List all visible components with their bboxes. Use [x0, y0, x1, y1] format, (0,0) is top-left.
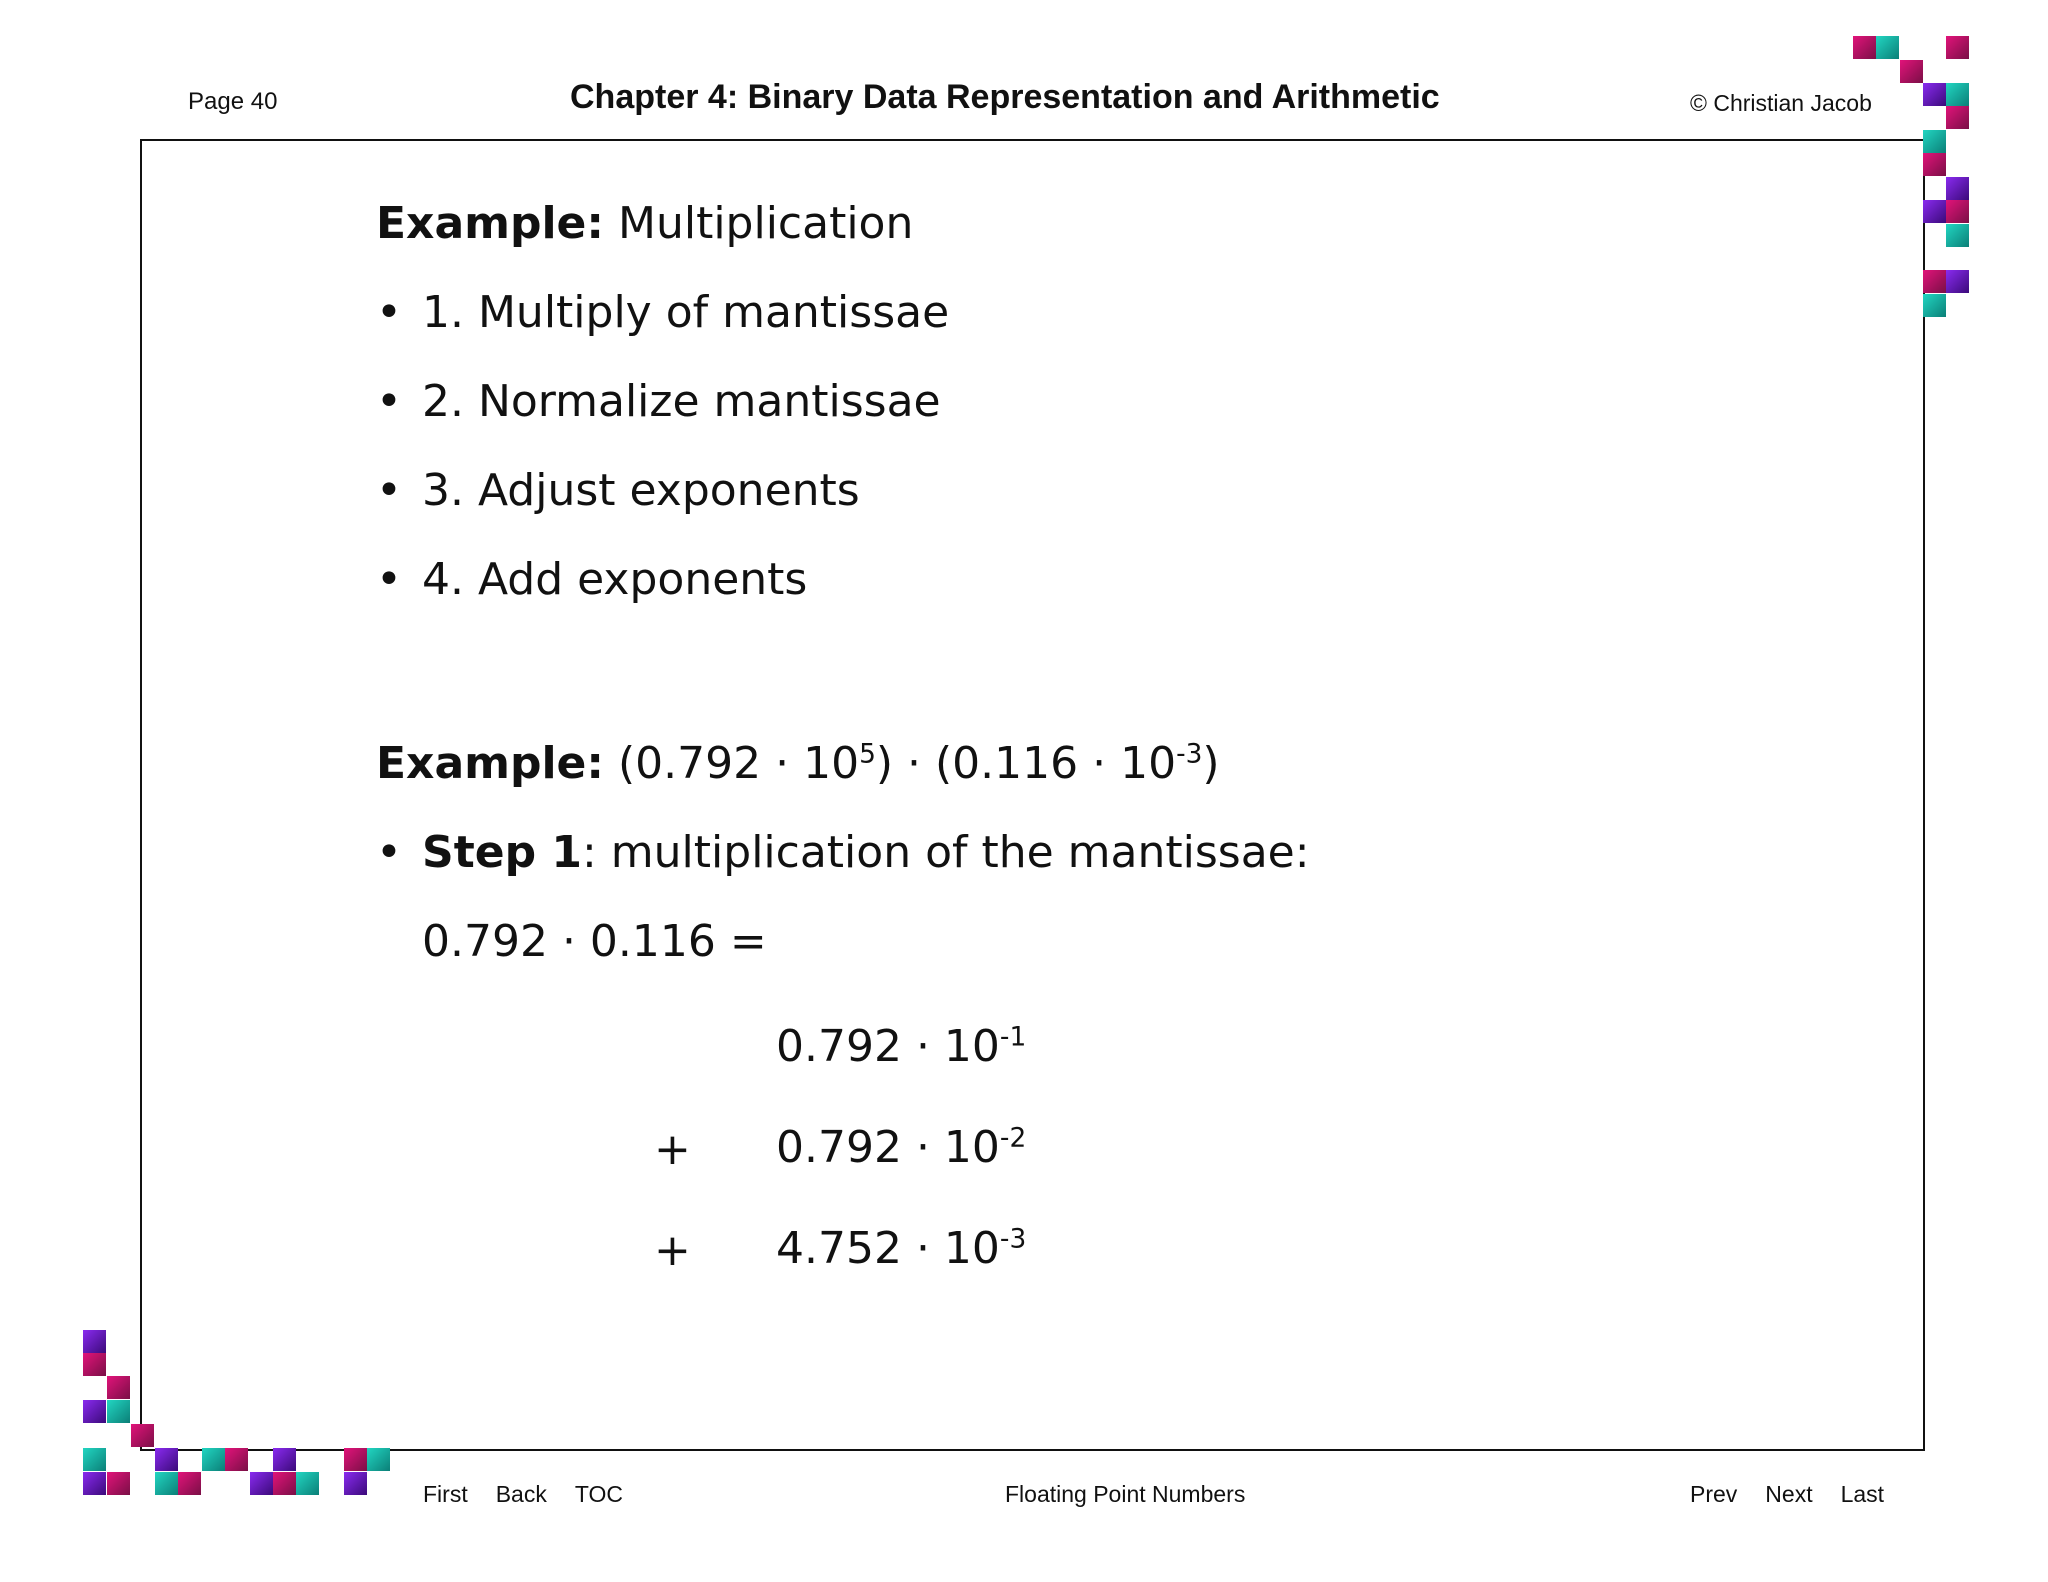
step-item-1: • 1. Multiply of mantissae	[376, 287, 950, 338]
step-item-4: • 4. Add exponents	[376, 554, 808, 605]
footer-section: Floating Point Numbers	[1005, 1481, 1246, 1507]
page-number: Page 40	[188, 88, 278, 115]
term-3: $4.752 \cdot 10^{-3}$	[776, 1223, 1027, 1274]
step1-text: : multiplication of the mantissae:	[582, 827, 1310, 878]
back-link[interactable]: Back	[495, 1481, 547, 1507]
chapter-title: Chapter 4: Binary Data Representation and Arithmetic	[570, 78, 1440, 116]
example2-heading: Example: $(0.792 \cdot 10^5) \cdot (0.116 \cdot 10^{-3})$	[376, 738, 1220, 789]
bullet-icon: •	[376, 376, 402, 427]
term-1: $0.792 \cdot 10^{-1}$	[776, 1021, 1027, 1072]
bullet-icon: •	[376, 465, 402, 516]
bullet-icon: •	[376, 287, 402, 338]
footer-nav-left	[423, 1481, 651, 1508]
product-expression: 0.792 · 0.116 =	[422, 916, 767, 967]
copyright: © Christian Jacob	[1690, 90, 1872, 116]
step-item-3: • 3. Adjust exponents	[376, 465, 860, 516]
plus-sign-1: +	[654, 1124, 691, 1175]
example1-label: Example:	[376, 198, 604, 249]
step1-item	[376, 827, 1310, 878]
term-2: $0.792 \cdot 10^{-2}$	[776, 1122, 1027, 1173]
step1-label: Step 1	[422, 827, 582, 878]
step-item-2: • 2. Normalize mantissae	[376, 376, 941, 427]
first-link[interactable]: First	[423, 1481, 468, 1507]
last-link[interactable]: Last	[1840, 1481, 1885, 1507]
slide-frame	[140, 139, 1925, 1451]
footer-nav-right	[1690, 1481, 1884, 1508]
plus-sign-2: +	[654, 1225, 691, 1276]
example1-heading	[376, 198, 914, 249]
example2-label: Example:	[376, 738, 604, 789]
prev-link[interactable]: Prev	[1690, 1481, 1738, 1507]
bullet-icon: •	[376, 827, 402, 878]
bullet-icon: •	[376, 554, 402, 605]
example1-text: Multiplication	[618, 198, 914, 249]
next-link[interactable]: Next	[1765, 1481, 1813, 1507]
toc-link[interactable]: TOC	[574, 1481, 623, 1507]
